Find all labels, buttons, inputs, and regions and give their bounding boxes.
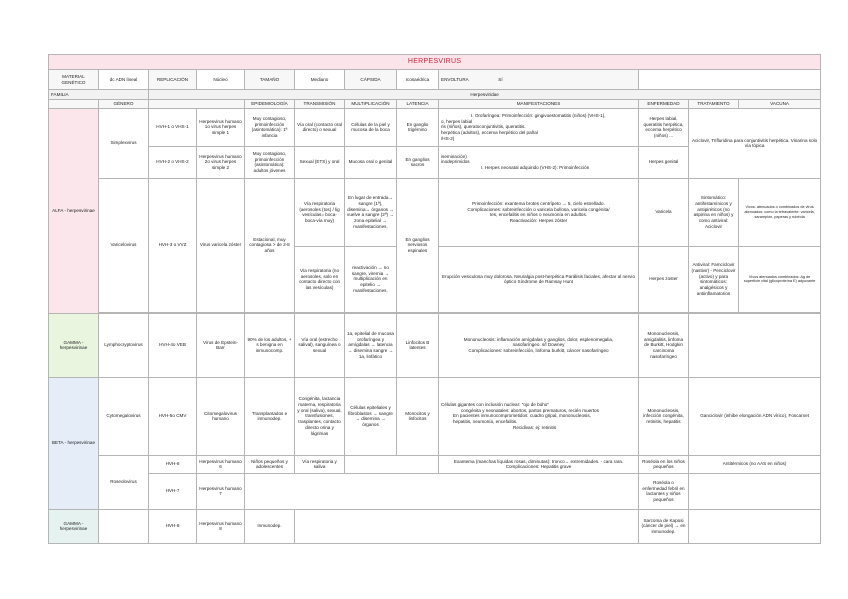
envoltura-cell [439,70,639,90]
ebv-manif-line: Mononucleosis: inflamación amígdalas y ganglios, dolor, esplenomegalia, [463,336,614,342]
hvh2-manif-line: I. Herpes neonatal adquirido (VHS-2): Primoinfección [481,165,590,171]
cmv-epidemiologia: Transplantados e inmunodep. [245,377,295,455]
multiplicacion-header: MULTIPLICACIÓN [345,100,397,109]
familia-label: FAMILIA [49,90,149,100]
hvh7-name: Herpesvirus humano 7 [197,473,245,509]
table-row [49,377,821,455]
genero-header: GÉNERO [99,100,149,109]
vvz-code: HVH-3 o VVZ [149,178,197,312]
ebv-manif-line: Complicaciones: sobreinfección, linfoma burkitt, cáncer nasofaríngeo [468,348,609,354]
hvh1-transmision: Vía oral (contacto oral directo) o sexual [295,108,345,146]
vvz-vacuna-a: Vivos. atenuados o combinados de virus atenuados: como la tetravalente: varicela, sarampión, paperas y rubéola [739,178,821,246]
hvh1-manif-line: o, herpes labial [441,118,473,124]
ebv-transmision: Vía oral (estrecho salival), sanguínea o sexual [295,313,345,377]
envoltura-label: ENVOLTURA [441,76,469,82]
herpesvirus-table [48,54,821,544]
cmv-manif-line: hepatitis, neumonía, encefalitis. [453,419,518,425]
subfamily-header [49,100,99,109]
hvh1-latencia: En ganglio trigémino [397,108,439,146]
ebv-epidemiologia: 90% de los adultos, + s benigna en inmunocomp. [245,313,295,377]
hvh6-epidemiologia: Niños pequeños y adolescentes [245,455,295,473]
vvz-name: Virus varicela zóster [197,178,245,312]
vvz-transmision-b: Vía respiratoria (no aerosoles, solo en contacto directo con las vesículas) [295,246,345,312]
hvh1-manifestaciones [439,108,639,146]
vvz-enfermedad-a: Varicela [639,178,689,246]
vvz-manif-line: Reactivación: Herpes zóster [509,218,568,224]
hvh2-multiplicacion: Mucosa oral o genital [345,146,397,178]
ebv-manifestaciones [439,313,639,377]
hvh2-transmision: Sexual (ETS) y oral [295,146,345,178]
cmv-code: HVH-5o CMV [149,377,197,455]
hvh1-epidemiologia: Muy contagioso, primoinfección (asintomática): 1ª infancia [245,108,295,146]
hvh6-manifestaciones: Exantema (manchas líquidas rosas, diminutas): tronco→ extremidades. - cara rara. Complicaciones: Hepatitis grave [439,455,639,473]
table-row [49,313,821,377]
simplexvirus-genero: Simplexvirus [99,108,149,178]
vvz-multiplicacion-b: reactivación → no sangre, viremia → multiplicación en epitelio → manifestaciones. [345,246,397,312]
hvh6-code: HVH-6 [149,455,197,473]
replicacion-label: REPLICACIÓN [149,70,197,90]
cmv-transmision: Congénita, lactancia materna, respiratoria y oral (saliva), sexual, transfusiones, trasplantes, contacto directo orina y lágrimas [295,377,345,455]
hvh6-empty [345,455,439,473]
hvh2-code: HVH-2 o VHS-2 [149,146,197,178]
cmv-name: Citomegalovirus humano [197,377,245,455]
hvh1-name: Herpesvirus humano 1o virus herpes simple 1 [197,108,245,146]
hvh6-name: Herpesvirus humano 6 [197,455,245,473]
hvh1-multiplicacion: Células de la piel y mucosa de la boca [345,108,397,146]
hvh2-enfermedad: Herpes genital [639,146,689,178]
ebv-name: Virus de Epstein-Barr [197,313,245,377]
gamma-subfamily: GAMMA - herpesvirinae [49,313,99,377]
vvz-tratamiento-b: Antiviral: Famciclovir (nastivir) - Penciclovir (activo) y para sintomáticos: analgésicos y antiinflamatorios [689,246,739,312]
vvz-manifestaciones-b: Erupción vesiculosa muy dolorosa. Neuralgia post-herpética Parálisis faciales, afectar al nervio óptico Síndrome de Ramsay Hunt [439,246,639,312]
species-header [149,100,245,109]
hvh7-empty [245,473,639,509]
vvz-vacuna-b: Vivos atenuados combinados: Ag de superficie vital (glicoproteína E) adyuvante [739,246,821,312]
ebv-manif-line: nasofaríngeo. s/l Downey [512,342,565,348]
hvh7-empty-2 [689,473,821,509]
ebv-empty [689,313,821,377]
vvz-manif-line: tes, encefalitis en niños o neumonía en adultos. [489,212,588,218]
cmv-latencia: Monocitos y linfocitos [397,377,439,455]
roseolovirus-genero: Roseolovirus [99,455,149,509]
familia-value: Herpesviridae [149,90,821,100]
hvh8-enfermedad: Sarcoma de Kaposi (cáncer de piel) → en inmunodep. [639,509,689,543]
epidemiologia-header: EPIDEMIOLOGÍA [245,100,295,109]
envoltura-value: Sí [498,76,503,82]
latencia-header: LATENCIA [397,100,439,109]
table-row [49,473,821,509]
ebv-genero: Lymphocryptovirus [99,313,149,377]
vvz-manif-line: Complicaciones: sobreinfección o varicela bullosa, varicela congénita/ [467,206,610,212]
vvz-manif-line: Primoinfección: exantema brotes centrípeto → 5, cielo estrellado. [472,200,605,206]
hvh8-empty [295,509,639,543]
vvz-multiplicacion-a: En lugar de entrada→ sangre (1ª), disemina→ órganos → vuelve a sangre (2ª) → zona epitelial → manifestaciones. [345,178,397,246]
ebv-multiplicacion: 1a, epitelial de mucosa orofaríngea y amígdalas → latencia → disemina sangre → 1a, linfático [345,313,397,377]
ebv-latencia: Linfocitos B latentes [397,313,439,377]
capsida-label: CÁPSIDA [345,70,397,90]
vvz-latencia: En ganglios nerviosos espinales [397,178,439,312]
hvh8-name: Herpesvirus humano 8 [197,509,245,543]
sheet-title: HERPESVIRUS [49,55,821,70]
beta-subfamily: BETA - herpesvirinae [49,377,99,509]
hvh1-manif-line: /HS-2) [441,135,455,141]
vacuna-header: VACUNA [739,100,821,109]
alfa-subfamily: ALFA - herpesvirinae [49,108,99,313]
transmision-header: TRANSMISIÓN [295,100,345,109]
enfermedad-header: ENFERMEDAD [639,100,689,109]
hvh7-enfermedad: Roséola o enfermedad febril en lactantes y niños pequeños [639,473,689,509]
capsida-value: Icosaédrica [397,70,439,90]
tratamiento-header: TRATAMIENTO [689,100,739,109]
hvh8-code: HVH-8 [149,509,197,543]
hvh8-empty-2 [689,509,821,543]
hvh2-manif-line: iseminación) [441,153,467,159]
hvh7-code: HVH-7 [149,473,197,509]
hvh2-manif-line: inodeprimidos [441,159,470,165]
cmv-manif-line: congénita y neonatales: abortos, partos prematuros, recién muertos [461,407,599,413]
cmv-manifestaciones [439,377,639,455]
hvh1-manif-line: ris (niños), queratoconjuntivitis, queratitis. [441,124,526,130]
hvh2-latencia: En ganglios sacros [397,146,439,178]
cmv-genero: Cytomegalovirus [99,377,149,455]
hvh8-epidemiologia: Inmunodep. [245,509,295,543]
cmv-manif-line: Células gigantes con inclusión nuclear: "ojo de búho" [441,401,549,407]
manifestaciones-header: MANIFESTACIONES [439,100,639,109]
hvh6-enfermedad: Roséola en los niños pequeños [639,455,689,473]
vvz-manifestaciones-a [439,178,639,246]
vvz-tratamiento-a: Sintomático: antihistamínicos y antipiréticos (no aspirina en niños) y como antiviral: Aciclovir [689,178,739,246]
ebv-code: HVH-4o VEB [149,313,197,377]
vvz-epidemiologia: Estacional, muy contagiosa > de 2-8 años [245,178,295,312]
hvh2-manifestaciones [439,146,639,178]
table-row [49,178,821,246]
simplexvirus-tratamiento: Aciclovir, Trifluridina para conjuntivitis herpética. Vinarina solo vía tópica [689,108,821,178]
table-row [49,108,821,146]
cmv-enfermedad: Mononucleosis, infección congénita, retinitis, hepatitis [639,377,689,455]
cmv-multiplicacion: Células epiteliales y fibroblastos → sangre → disemina → órganos [345,377,397,455]
replicacion-value: Núcleo [197,70,245,90]
hvh6-transmision: Vía respiratoria y saliva [295,455,345,473]
cmv-tratamiento: Ganciclovir (inhibe elongación ADN vírico), Foscarnet [689,377,821,455]
ebv-enfermedad: Mononucleosis, amigdalitis, linfoma de Burkitt, Hodgkin carcinoma nasofaríngeo [639,313,689,377]
herpesvirus-sheet [48,54,820,544]
material-label: MATERIAL GENÉTICO [49,70,99,90]
hvh6-tratamiento: Antitérmicos (no AAS en niños) [689,455,821,473]
cmv-manif-line: En pacientes inmunocomprometidos: cuadro gripal, mononucleosis, [453,413,591,419]
hvh2-epidemiologia: Muy contagioso, primoinfección (asintomática): adultos jóvenes [245,146,295,178]
varicelovirus-genero: Varicelovirus [99,178,149,312]
hvh8-genero [99,509,149,543]
material-value: dc ADN lineal [99,70,149,90]
hvh1-code: HVH-1 o VHS-1 [149,108,197,146]
props-empty [639,70,821,90]
hvh2-name: Herpesvirus humano 2o virus herpes simple 2 [197,146,245,178]
tamano-value: Mediano [295,70,345,90]
vvz-transmision-a: Vía respiratoria (aerosoles (tos) / lig vesículas= boca-boca-vía muy) [295,178,345,246]
hvh1-manif-line: I. Orofaríngea: Primoinfección: gingivoestomatitis (niños) (VHS-1), [471,112,606,118]
hvh1-manif-line: herpética (adultos), eccema herpético del pañal [441,130,538,136]
table-row [49,509,821,543]
hvh1-enfermedad: Herpes labial, queratitis herpética, eccema herpético (niños) ... [639,108,689,146]
tamano-label: TAMAÑO [245,70,295,90]
table-row [49,455,821,473]
vvz-enfermedad-b: Herpes zoster [639,246,689,312]
gamma2-subfamily: GAMMA - herpesvirinae [49,509,99,543]
cmv-manif-line: Recidivas: ej: retinitis [513,424,557,430]
